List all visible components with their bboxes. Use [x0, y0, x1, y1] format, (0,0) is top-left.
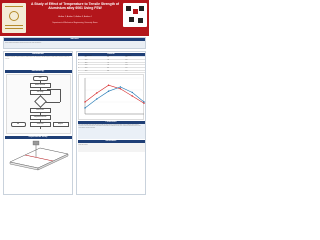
table-cell: 410: [107, 59, 125, 62]
chart-point-2-6: [143, 102, 144, 103]
table-cell: 530: [107, 70, 125, 73]
chart-point-1-4: [120, 89, 121, 90]
table-row: [78, 70, 145, 73]
results-table: [78, 56, 145, 74]
introduction-text: Friction stir welding is a solid state joining process that uses a non-consumable rotating tool to join two facing workpieces without melting the material. Heat is generated by friction between the rotating tool and the workpiece, which leads to a softened region near the tool.: [5, 55, 70, 60]
flow-decision: [34, 95, 47, 108]
results-section: [78, 53, 145, 74]
tool-shoulder: [33, 141, 39, 145]
weld-specimen-drawing: [6, 140, 72, 172]
university-crest-logo: [2, 3, 26, 33]
flow-step-temperature: Temperature Measure: [30, 115, 51, 120]
methodology-heading: Methodology: [5, 70, 72, 73]
chart-point-2-3: [108, 91, 109, 92]
table-cell: 500: [107, 68, 125, 71]
table-cell: 4: [78, 65, 85, 68]
crest-seal: [9, 11, 19, 21]
poster-header: [0, 0, 149, 36]
flow-step-material: Material Selection: [30, 83, 51, 88]
table-cell: 1400: [84, 65, 106, 68]
table-cell: 172: [125, 65, 144, 68]
introduction-heading: Introduction: [5, 53, 72, 56]
conclusion-heading: Conclusion: [78, 121, 145, 124]
table-cell: 150: [125, 57, 144, 59]
conclusion-text: The tensile strength of the friction stir welded joints increased with the welding temperature up to an optimum value and then decreased. The best joint efficiency was obtained at moderate tool rotational speeds, where sufficient heat input produced sound welds without excessive softening.: [78, 124, 141, 129]
crest-bar-bottom: [5, 25, 23, 26]
table-cell: 440: [107, 62, 125, 65]
abstract-section: [3, 37, 146, 49]
flow-step-analysis: Analysis: [53, 122, 69, 127]
table-header-cell: Speed (rpm): [84, 56, 106, 58]
left-column: [3, 51, 73, 195]
poster-authors: Author 1, Author 2, Author 3, Author 4: [58, 16, 92, 18]
chart-point-1-6: [143, 103, 144, 104]
chart-point-2-5: [132, 92, 133, 93]
table-cell: 3: [78, 62, 85, 65]
chart-point-2-1: [84, 108, 85, 109]
table-header-cell: UTS (MPa): [125, 56, 144, 58]
abstract-heading: Abstract: [4, 38, 145, 41]
table-cell: 2: [78, 59, 85, 62]
logo-mark-4: [129, 17, 134, 22]
poster-title: A Study of Effect of Temperature to Tensile Strength of Aluminium alloy 6061 Using FSW: [30, 2, 120, 10]
chart-series-line-1: [85, 86, 144, 104]
table-cell: 1200: [84, 62, 106, 65]
table-cell: 5: [78, 68, 85, 71]
table-cell: 1600: [84, 68, 106, 71]
chart-point-2-4: [120, 87, 121, 88]
chart-point-1-2: [96, 93, 97, 94]
weld-specimen-diagram: [6, 140, 71, 172]
logo-mark-5: [138, 18, 143, 23]
results-chart-svg: [79, 75, 146, 119]
flow-step-tool: Tool Design: [30, 90, 51, 95]
right-column: [76, 51, 146, 195]
chart-point-1-5: [132, 96, 133, 97]
logo-mark-3: [139, 6, 144, 11]
flow-step-start: Start: [33, 76, 48, 81]
chart-point-2-2: [96, 99, 97, 100]
table-cell: 1800: [84, 70, 106, 73]
chart-point-1-3: [108, 85, 109, 86]
references-section: [78, 140, 145, 152]
abstract-text: The present study focuses on the friction stir welding of aluminium alloy 6061 at various welding temperatures and evaluates the resulting tensile strength of the joints. The results show that the tensile strength of the welded joints depends on the peak temperature reached during welding, and an optimum temperature window was found for the best joint efficiency.: [5, 41, 144, 44]
flow-step-end: End: [11, 122, 26, 127]
methodology-flowchart: [6, 74, 71, 134]
setup-section: [5, 136, 72, 173]
references-heading: References: [78, 140, 145, 143]
table-cell: 380: [107, 57, 125, 59]
introduction-section: [5, 53, 72, 70]
table-cell: 165: [125, 59, 144, 62]
table-cell: 1: [78, 57, 85, 59]
logo-mark-2: [133, 9, 138, 14]
table-header-cell: No: [78, 56, 85, 58]
conclusion-section: [78, 121, 145, 139]
table-cell: 178: [125, 62, 144, 65]
table-cell: 800: [84, 57, 106, 59]
poster: [0, 0, 149, 198]
table-cell: 470: [107, 65, 125, 68]
methodology-section: [5, 70, 72, 135]
crest-bar-top: [5, 6, 23, 7]
chart-point-1-1: [84, 102, 85, 103]
flow-step-fsw: FSW Process: [30, 108, 51, 113]
flow-connector-loop: [60, 89, 61, 102]
results-chart: [78, 74, 144, 120]
table-header-cell: Temp (°C): [107, 56, 125, 58]
results-heading: Results: [78, 53, 145, 56]
crest-bar-bottom-2: [5, 28, 23, 29]
flow-step-tensile: Tensile Test: [30, 122, 51, 127]
poster-affiliation: Department of Mechanical Engineering, University Name: [52, 22, 98, 24]
table-cell: 6: [78, 70, 85, 73]
logo-mark-1: [126, 6, 131, 11]
references-text: [1] Thomas W.M., Friction stir butt welding. [2] Mishra R.S., Friction stir welding and processing. [3] Nandan R., Recent advances in friction stir welding.: [78, 143, 142, 146]
setup-heading: Experimental Setup: [5, 136, 72, 139]
institution-logo: [123, 3, 147, 27]
table-cell: 148: [125, 70, 144, 73]
table-cell: 1000: [84, 59, 106, 62]
table-cell: 160: [125, 68, 144, 71]
